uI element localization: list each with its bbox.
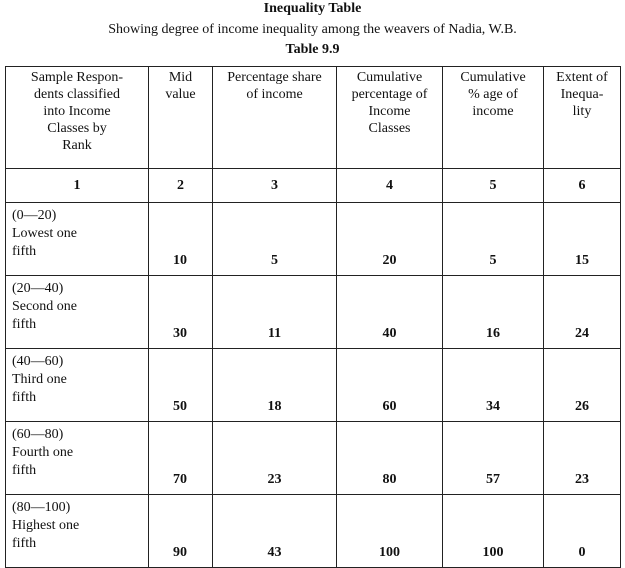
class-label: Third one [12,372,67,387]
class-label: Highest one [12,518,80,533]
column-number: 4 [337,169,443,203]
income-class-cell [6,349,149,422]
header-line: Cumulative [460,70,526,85]
income-class-cell [6,276,149,349]
header-line: Classes [368,121,411,136]
column-number-row [6,169,621,203]
income-class-cell [6,495,149,568]
column-number: 2 [149,169,213,203]
class-label: fifth [12,536,37,551]
class-range: (40—60) [12,354,64,369]
table-row [6,349,621,422]
cumulative-class-cell: 100 [337,495,443,568]
class-range: (0—20) [12,208,57,223]
header-line: Inequa- [560,87,604,102]
inequality-cell: 0 [544,495,621,568]
header-mid-value [149,67,213,169]
cumulative-class-cell: 80 [337,422,443,495]
income-class-cell [6,203,149,276]
header-line: income [472,104,514,119]
header-line: Income [368,104,411,119]
share-cell: 23 [213,422,337,495]
table-row [6,203,621,276]
column-number: 1 [6,169,149,203]
cumulative-class-cell: 40 [337,276,443,349]
header-line: lity [572,104,592,119]
header-line: into Income [43,104,111,119]
share-cell: 5 [213,203,337,276]
header-line: Cumulative [356,70,423,85]
mid-value-cell: 70 [149,422,213,495]
table-row [6,422,621,495]
class-label: fifth [12,390,37,405]
cumulative-income-cell: 100 [443,495,544,568]
cumulative-income-cell: 16 [443,276,544,349]
table-row [6,276,621,349]
header-cumulative-income [443,67,544,169]
class-label: fifth [12,463,37,478]
header-line: % age of [468,87,518,102]
table-row [6,495,621,568]
column-number: 5 [443,169,544,203]
class-range: (20—40) [12,281,64,296]
header-line: Sample Respon- [30,70,124,85]
header-line: Classes by [47,121,107,136]
mid-value-cell: 10 [149,203,213,276]
class-label: Second one [12,299,77,314]
income-class-cell [6,422,149,495]
cumulative-class-cell: 20 [337,203,443,276]
class-label: fifth [12,244,37,259]
header-sample-respondents [6,67,149,169]
header-line: of income [246,87,303,102]
share-cell: 11 [213,276,337,349]
class-label: fifth [12,317,37,332]
header-line: dents classified [34,87,120,102]
header-percentage-share [213,67,337,169]
cumulative-income-cell: 57 [443,422,544,495]
inequality-cell: 24 [544,276,621,349]
header-line: Extent of [556,70,608,85]
inequality-cell: 15 [544,203,621,276]
share-cell: 43 [213,495,337,568]
class-range: (60—80) [12,427,64,442]
cumulative-income-cell: 34 [443,349,544,422]
header-line: value [165,87,196,102]
inequality-table [5,66,621,568]
share-cell: 18 [213,349,337,422]
mid-value-cell: 90 [149,495,213,568]
mid-value-cell: 30 [149,276,213,349]
column-number: 3 [213,169,337,203]
cumulative-class-cell: 60 [337,349,443,422]
cumulative-income-cell: 5 [443,203,544,276]
page-title: Inequality Table [263,1,362,16]
header-cumulative-percentage-classes [337,67,443,169]
mid-value-cell: 50 [149,349,213,422]
class-label: Fourth one [12,445,74,460]
page-subtitle: Showing degree of income inequality among the weavers of Nadia, W.B. [108,22,517,37]
table-label: Table 9.9 [285,42,340,57]
header-line: Percentage share [227,70,322,85]
header-line: percentage of [351,87,428,102]
header-line: Rank [62,138,92,153]
header-line: Mid [168,70,193,85]
table-header-row [6,67,621,169]
inequality-cell: 26 [544,349,621,422]
inequality-cell: 23 [544,422,621,495]
class-range: (80—100) [12,500,71,515]
class-label: Lowest one [12,226,77,241]
header-extent-of-inequality [544,67,621,169]
column-number: 6 [544,169,621,203]
